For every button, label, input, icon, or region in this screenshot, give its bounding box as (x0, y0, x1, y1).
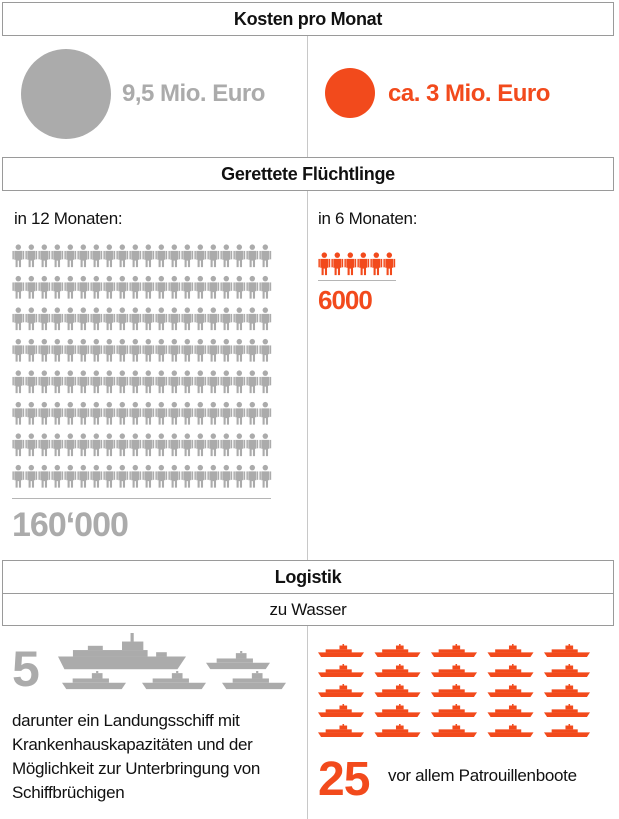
person-icon (38, 244, 50, 267)
person-icon (129, 244, 141, 267)
person-icon (64, 402, 76, 425)
person-icon (370, 252, 382, 275)
person-icon (38, 433, 50, 456)
person-icon (64, 433, 76, 456)
person-icon (64, 244, 76, 267)
person-icon (90, 370, 102, 393)
person-icon (77, 276, 89, 299)
ship-icon (58, 633, 186, 669)
logistics-section-title: Logistik (274, 566, 342, 587)
person-icon (207, 307, 219, 330)
person-icon (233, 402, 245, 425)
column-divider (307, 34, 308, 819)
person-icon (168, 244, 180, 267)
person-icon (129, 402, 141, 425)
person-icon (12, 402, 24, 425)
ship-icon (488, 664, 534, 677)
person-icon (207, 244, 219, 267)
rescued-right-people-row (318, 250, 402, 280)
person-icon (142, 402, 154, 425)
cost-right-circle (325, 68, 375, 118)
person-icon (194, 244, 206, 267)
person-icon (116, 465, 128, 488)
ship-icon (318, 644, 364, 657)
person-icon (331, 252, 343, 275)
ship-icon (318, 664, 364, 677)
person-icon (142, 276, 154, 299)
person-icon (194, 276, 206, 299)
person-icon (259, 370, 271, 393)
person-icon (64, 370, 76, 393)
person-icon (233, 307, 245, 330)
person-icon (220, 244, 232, 267)
person-icon (357, 252, 369, 275)
logistics-left-description: darunter ein Landungsschiff mit Krankenhauskapazitäten und der Möglichkeit zur Unterbringung von Schiffbrüchigen (12, 711, 261, 802)
person-icon (233, 244, 245, 267)
person-icon (51, 276, 63, 299)
rescued-section-header (2, 157, 614, 191)
ship-icon (375, 644, 421, 657)
person-icon (129, 339, 141, 362)
person-icon (207, 433, 219, 456)
person-icon (129, 276, 141, 299)
person-icon (155, 370, 167, 393)
person-icon (77, 339, 89, 362)
person-icon (90, 433, 102, 456)
person-icon (344, 252, 356, 275)
ship-icon (62, 671, 126, 689)
ship-icon (544, 664, 590, 677)
person-icon (181, 433, 193, 456)
ship-icon (544, 704, 590, 717)
cost-left-value: 9,5 Mio. Euro (122, 80, 265, 107)
person-icon (155, 402, 167, 425)
logistics-right-description: vor allem Patrouillenboote (388, 766, 577, 785)
person-icon (64, 339, 76, 362)
person-icon (116, 276, 128, 299)
person-icon (194, 370, 206, 393)
ship-icon (431, 704, 477, 717)
person-icon (51, 465, 63, 488)
person-icon (12, 244, 24, 267)
person-icon (259, 465, 271, 488)
person-icon (129, 433, 141, 456)
person-icon (168, 339, 180, 362)
person-icon (25, 276, 37, 299)
person-icon (51, 244, 63, 267)
ship-icon (318, 704, 364, 717)
person-icon (38, 370, 50, 393)
person-icon (51, 370, 63, 393)
person-icon (12, 339, 24, 362)
ship-icon (544, 684, 590, 697)
person-icon (220, 339, 232, 362)
person-icon (77, 402, 89, 425)
person-icon (155, 307, 167, 330)
person-icon (64, 307, 76, 330)
person-icon (90, 402, 102, 425)
person-icon (142, 244, 154, 267)
person-icon (142, 307, 154, 330)
person-icon (194, 402, 206, 425)
ship-icon (431, 724, 477, 737)
ship-icon (488, 724, 534, 737)
person-icon (194, 433, 206, 456)
person-icon (246, 307, 258, 330)
person-icon (103, 339, 115, 362)
person-icon (207, 339, 219, 362)
person-icon (90, 244, 102, 267)
person-icon (129, 307, 141, 330)
rescued-section-title: Gerettete Flüchtlinge (221, 163, 395, 184)
rescued-right-period: in 6 Monaten: (318, 209, 418, 228)
person-icon (25, 244, 37, 267)
person-icon (51, 433, 63, 456)
person-icon (207, 276, 219, 299)
person-icon (103, 307, 115, 330)
person-icon (220, 433, 232, 456)
person-icon (64, 276, 76, 299)
person-icon (194, 307, 206, 330)
person-icon (181, 370, 193, 393)
person-icon (155, 433, 167, 456)
person-icon (12, 307, 24, 330)
ship-icon (375, 664, 421, 677)
person-icon (103, 433, 115, 456)
person-icon (38, 307, 50, 330)
person-icon (103, 402, 115, 425)
person-icon (38, 339, 50, 362)
logistics-subheader (2, 593, 614, 626)
person-icon (51, 307, 63, 330)
logistics-section-header (2, 560, 614, 594)
person-icon (77, 244, 89, 267)
ship-icon (431, 684, 477, 697)
cost-section-title: Kosten pro Monat (233, 8, 383, 29)
person-icon (220, 276, 232, 299)
logistics-right-count: 25 (318, 753, 370, 806)
cost-section-header (2, 2, 614, 36)
person-icon (220, 465, 232, 488)
person-icon (25, 339, 37, 362)
person-icon (168, 370, 180, 393)
person-icon (103, 276, 115, 299)
logistics-subtitle: zu Wasser (269, 599, 347, 619)
person-icon (12, 276, 24, 299)
person-icon (25, 370, 37, 393)
person-icon (168, 307, 180, 330)
person-icon (155, 465, 167, 488)
cost-left-circle (21, 49, 111, 139)
person-icon (103, 244, 115, 267)
person-icon (142, 370, 154, 393)
person-icon (181, 244, 193, 267)
person-icon (12, 370, 24, 393)
person-icon (207, 370, 219, 393)
ship-icon (488, 644, 534, 657)
ship-icon (375, 704, 421, 717)
rescued-left-people-grid (12, 244, 274, 496)
cost-right-value: ca. 3 Mio. Euro (388, 80, 550, 107)
person-icon (181, 339, 193, 362)
person-icon (259, 307, 271, 330)
person-icon (246, 244, 258, 267)
person-icon (259, 276, 271, 299)
person-icon (259, 433, 271, 456)
ship-icon (488, 704, 534, 717)
person-icon (38, 276, 50, 299)
person-icon (207, 465, 219, 488)
person-icon (77, 465, 89, 488)
logistics-left-count: 5 (12, 641, 39, 697)
person-icon (12, 465, 24, 488)
person-icon (259, 402, 271, 425)
person-icon (383, 252, 395, 275)
person-icon (155, 276, 167, 299)
person-icon (168, 465, 180, 488)
person-icon (246, 433, 258, 456)
ship-icon (318, 724, 364, 737)
person-icon (38, 465, 50, 488)
person-icon (181, 402, 193, 425)
person-icon (168, 276, 180, 299)
person-icon (51, 339, 63, 362)
person-icon (77, 307, 89, 330)
person-icon (116, 370, 128, 393)
ship-icon (431, 664, 477, 677)
rescued-left-total: 160‘000 (12, 506, 128, 544)
person-icon (25, 465, 37, 488)
person-icon (25, 402, 37, 425)
person-icon (220, 402, 232, 425)
person-icon (25, 433, 37, 456)
person-icon (116, 402, 128, 425)
person-icon (90, 465, 102, 488)
person-icon (116, 307, 128, 330)
person-icon (233, 465, 245, 488)
ship-icon (488, 684, 534, 697)
person-icon (233, 339, 245, 362)
person-icon (246, 370, 258, 393)
person-icon (155, 244, 167, 267)
person-icon (181, 276, 193, 299)
person-icon (246, 465, 258, 488)
person-icon (194, 465, 206, 488)
ship-icon (544, 724, 590, 737)
person-icon (155, 339, 167, 362)
person-icon (220, 307, 232, 330)
logistics-left-ships (58, 633, 298, 693)
ship-icon (375, 724, 421, 737)
ship-icon (222, 671, 286, 689)
ship-icon (431, 644, 477, 657)
rescued-right-rule (318, 280, 396, 281)
person-icon (12, 433, 24, 456)
person-icon (142, 465, 154, 488)
rescued-right-total: 6000 (318, 285, 372, 315)
person-icon (129, 465, 141, 488)
logistics-right-ships (318, 644, 598, 744)
person-icon (233, 276, 245, 299)
ship-icon (375, 684, 421, 697)
person-icon (181, 307, 193, 330)
person-icon (181, 465, 193, 488)
person-icon (116, 339, 128, 362)
person-icon (142, 433, 154, 456)
person-icon (51, 402, 63, 425)
person-icon (246, 402, 258, 425)
person-icon (318, 252, 330, 275)
person-icon (142, 339, 154, 362)
person-icon (129, 370, 141, 393)
ship-icon (318, 684, 364, 697)
person-icon (168, 402, 180, 425)
ship-icon (206, 651, 270, 669)
person-icon (103, 370, 115, 393)
person-icon (233, 370, 245, 393)
ship-icon (544, 644, 590, 657)
person-icon (90, 339, 102, 362)
person-icon (168, 433, 180, 456)
person-icon (116, 244, 128, 267)
person-icon (77, 370, 89, 393)
person-icon (246, 276, 258, 299)
person-icon (25, 307, 37, 330)
person-icon (116, 433, 128, 456)
rescued-left-period: in 12 Monaten: (14, 209, 123, 228)
person-icon (194, 339, 206, 362)
person-icon (246, 339, 258, 362)
person-icon (233, 433, 245, 456)
person-icon (259, 244, 271, 267)
person-icon (64, 465, 76, 488)
person-icon (103, 465, 115, 488)
person-icon (77, 433, 89, 456)
person-icon (90, 307, 102, 330)
person-icon (207, 402, 219, 425)
person-icon (38, 402, 50, 425)
rescued-left-rule (12, 498, 271, 499)
person-icon (259, 339, 271, 362)
person-icon (220, 370, 232, 393)
ship-icon (142, 671, 206, 689)
person-icon (90, 276, 102, 299)
